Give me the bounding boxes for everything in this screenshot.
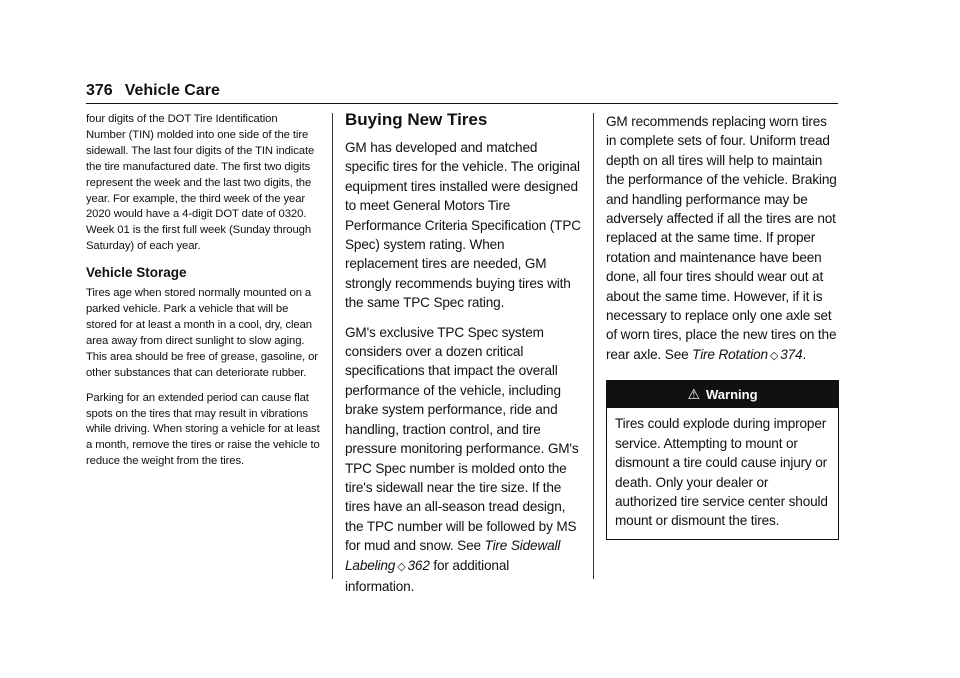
buying-paragraph-2-tail: for additional information. [345, 557, 510, 594]
buying-paragraph-2 [345, 323, 581, 597]
column-divider [593, 113, 594, 579]
tire-rotation-link[interactable]: Tire Rotation [692, 346, 768, 362]
middle-column [345, 112, 581, 606]
warning-text: Tires could explode during improper service. Attempting to mount or dismount a tire could cause injury or death. Only your dealer or authorized tire service center should mount or dismount the tires. [615, 416, 828, 529]
warning-triangle-icon: ⚠ [687, 386, 701, 403]
right-column [606, 112, 840, 540]
replacement-paragraph-tail: . [802, 346, 807, 362]
section-title: Vehicle Care [124, 82, 220, 99]
page-number: 376 [86, 82, 113, 99]
replacement-paragraph [606, 112, 840, 366]
buying-new-tires-heading: Buying New Tires [345, 110, 488, 129]
column-divider [332, 113, 333, 579]
page-ref-arrow-icon: ◇ [769, 349, 779, 362]
dot-date-paragraph: four digits of the DOT Tire Identification Number (TIN) molded into one side of the tire sidewall. The last four digits of the TIN indicate the tire manufactured date. The first two digits represent the week and the last two digits, the year. For example, the third week of the year 2020 would have a 4-digit DOT date of 0320. Week 01 is the first full week (Sunday through Saturday) of each year. [86, 113, 315, 253]
storage-paragraph-2: Parking for an extended period can cause flat spots on the tires that may result in vibrations while driving. When storing a vehicle for at least a month, remove the tires or raise the vehicle to reduce the weight from the tires. [86, 391, 320, 468]
page-ref-arrow-icon: ◇ [397, 560, 406, 573]
page-ref-362[interactable]: 362 [407, 557, 430, 573]
page-header [86, 82, 838, 100]
warning-title: Warning [706, 387, 758, 403]
replacement-paragraph-text: GM recommends replacing worn tires in complete sets of four. Uniform tread depth on all tires will help to maintain the performance of the vehicle. Braking and handling performance may be adversely affected if all the tires are not replaced at the same time. If proper rotation and maintenance have been done, all four tires should wear out at about the same time. However, if it is necessary to replace only one axle set of worn tires, place the new tires on the rear axle. See [606, 114, 837, 362]
storage-paragraph-1: Tires age when stored normally mounted on a parked vehicle. Park a vehicle that will be stored for at least a month in a cool, dry, clean area away from direct sunlight to slow aging. This area should be free of grease, gasoline, or other substances that can deteriorate rubber. [86, 287, 318, 379]
buying-paragraph-2-text: GM's exclusive TPC Spec system considers over a dozen critical specifications that impact the overall performance of the vehicle, including brake system performance, ride and handling, traction control, and tire pressure monitoring performance. GM's TPC Spec number is molded onto the tire's sidewall near the tire size. If the tires have an all-season tread design, the TPC number will be followed by MS for mud and snow. See [345, 324, 579, 554]
buying-paragraph-1: GM has developed and matched specific tires for the vehicle. The original equipment tires installed were designed to meet General Motors Tire Performance Criteria Specification (TPC Spec) system rating. When replacement tires are needed, GM strongly recommends buying tires with the same TPC Spec rating. [345, 140, 581, 311]
warning-title-bar [607, 381, 838, 408]
left-column [86, 112, 320, 479]
tire-sidewall-labeling-link[interactable]: Tire Sidewall Labeling [345, 538, 561, 573]
page-ref-374[interactable]: 374 [780, 346, 803, 362]
warning-box [606, 380, 839, 539]
header-rule [86, 103, 838, 104]
vehicle-storage-heading: Vehicle Storage [86, 265, 187, 281]
